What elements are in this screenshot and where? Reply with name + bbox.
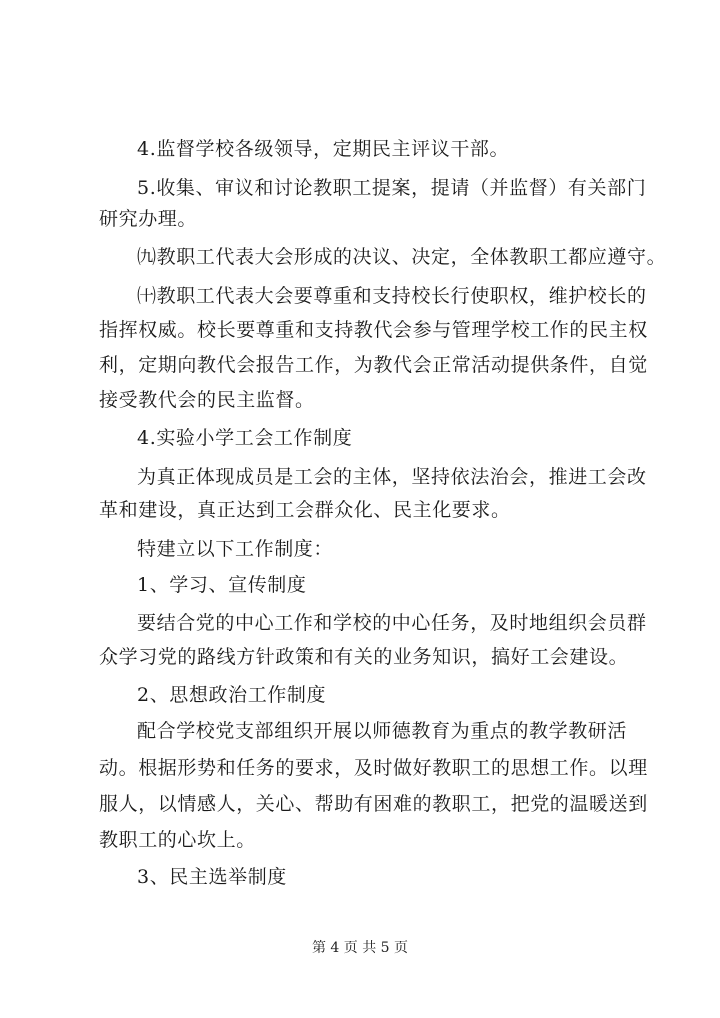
text-line: 教职工的心坎上。 xyxy=(99,829,256,851)
text-line: 5.收集、审议和讨论教职工提案，提请（并监督）有关部门 xyxy=(137,177,647,199)
section-heading: 4.实验小学工会工作制度 xyxy=(137,427,353,449)
text-line: 指挥权威。校长要尊重和支持教代会参与管理学校工作的民主权 xyxy=(99,319,648,341)
text-line: 研究办理。 xyxy=(99,208,198,230)
subsection-heading: 1、学习、宣传制度 xyxy=(137,574,307,596)
text-line: 接受教代会的民主监督。 xyxy=(99,389,315,411)
text-line: ㈩教职工代表大会要尊重和支持校长行使职权，维护校长的 xyxy=(137,285,647,307)
subsection-heading: 3、民主选举制度 xyxy=(137,866,287,888)
text-line: 众学习党的路线方针政策和有关的业务知识，搞好工会建设。 xyxy=(99,646,629,668)
text-line: 为真正体现成员是工会的主体，坚持依法治会，推进工会改 xyxy=(137,466,647,488)
text-line: 特建立以下工作制度： xyxy=(137,538,334,560)
text-line: 服人，以情感人，关心、帮助有困难的教职工，把党的温暖送到 xyxy=(99,793,648,815)
text-line: ㈨教职工代表大会形成的决议、决定，全体教职工都应遵守。 xyxy=(137,246,667,268)
text-line: 革和建设，真正达到工会群众化、民主化要求。 xyxy=(99,499,511,521)
text-line: 配合学校党支部组织开展以师德教育为重点的教学教研活 xyxy=(137,720,628,742)
text-line: 4.监督学校各级领导，定期民主评议干部。 xyxy=(137,138,510,160)
text-line: 利，定期向教代会报告工作，为教代会正常活动提供条件，自觉 xyxy=(99,354,648,376)
subsection-heading: 2、思想政治工作制度 xyxy=(137,684,327,706)
page-number-footer: 第 4 页 共 5 页 xyxy=(311,940,409,956)
text-line: 要结合党的中心工作和学校的中心任务，及时地组织会员群 xyxy=(137,612,647,634)
text-line: 动。根据形势和任务的要求，及时做好教职工的思想工作。以理 xyxy=(99,757,648,779)
